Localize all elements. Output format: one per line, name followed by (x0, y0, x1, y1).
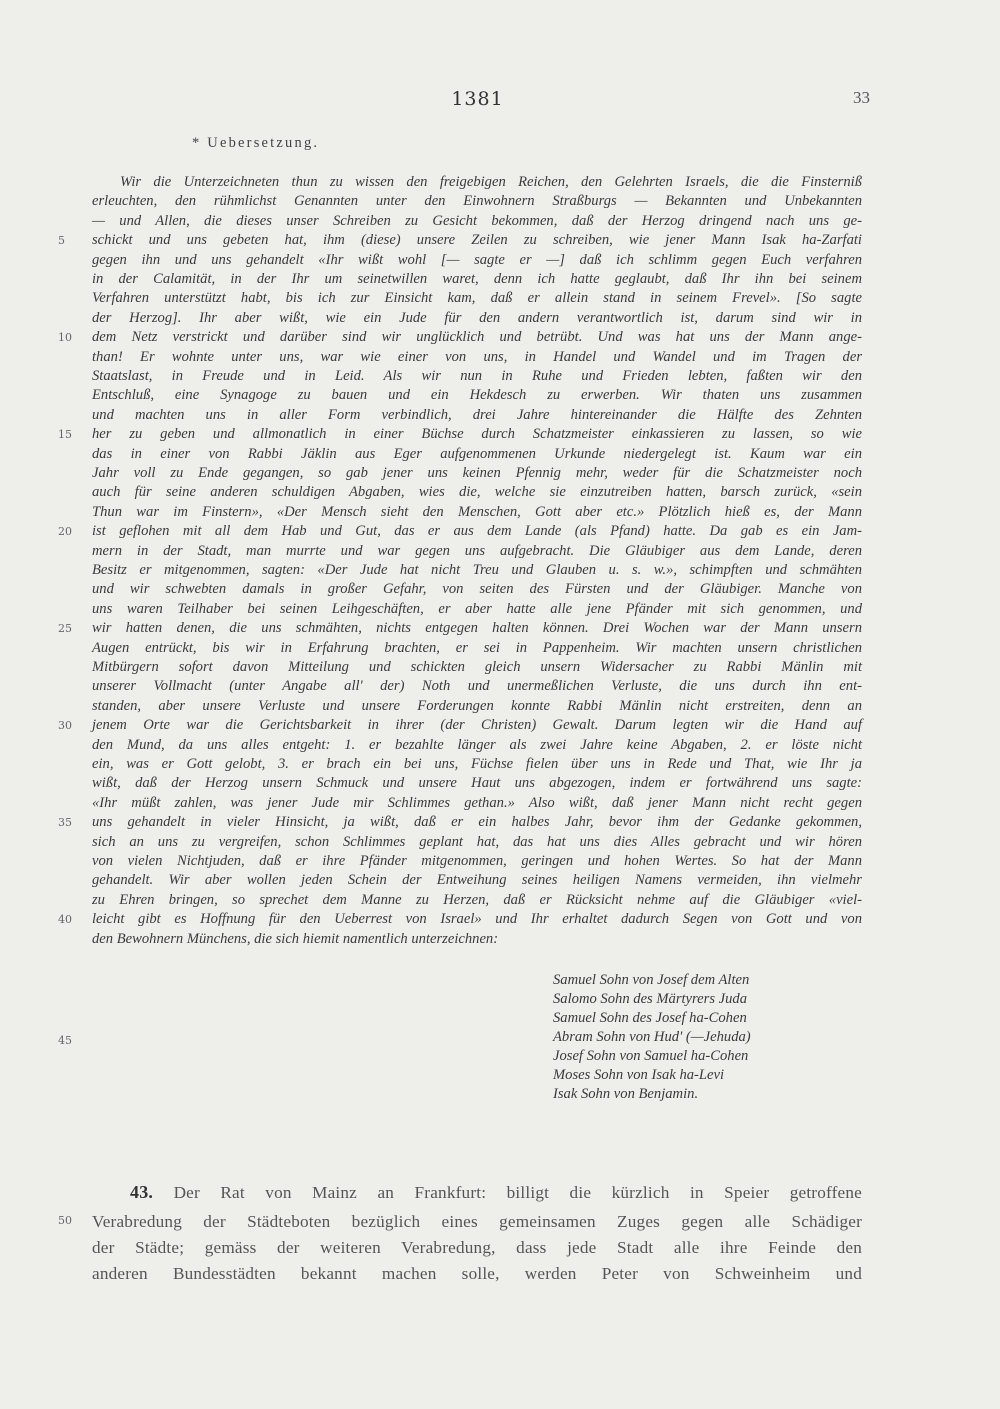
line-number: 40 (58, 913, 72, 927)
translation-line: zu Ehren bringen, so sprechet dem Manne zu Herzen, daß er Rücksicht nehme auf die Gläubiger «viel- (92, 891, 862, 908)
regest-number: 43. (130, 1182, 154, 1202)
regest-first-line (130, 1180, 862, 1205)
translation-line: Thun war im Finstern», «Der Mensch sieht den Menschen, Gott aber etc.» Plötzlich hieß es, der Mann (92, 503, 862, 520)
translation-line: jenem Orte war die Gerichtsbarkeit in ihrer (der Christen) Gewalt. Darum legten wir die Hand auf (92, 717, 862, 734)
header-year: 1381 (451, 88, 504, 110)
translation-line: wir hatten denen, die uns schmähten, nichts entgegen halten können. Drei Wochen war der Mann unsern (92, 620, 862, 637)
translation-line: «Ihr müßt zahlen, was jener Jude mir Schlimmes gethan.» Also wißt, daß jener Mann nicht recht gegen (92, 794, 862, 811)
regest-line: anderen Bundesstädten bekannt machen solle, werden Peter von Schweinheim und (92, 1264, 862, 1283)
section-heading: * Uebersetzung. (192, 135, 320, 151)
translation-line: ist geflohen mit all dem Hab und Gut, das er aus dem Lande (als Pfand) hatte. Da gab es ein Jam- (92, 523, 862, 540)
regest-line: Verabredung der Städteboten bezüglich eines gemeinsamen Zuges gegen alle Schädiger (92, 1212, 862, 1231)
translation-line: den Mund, da uns alles entgeht: 1. er bezahlte länger als zwei Jahre keine Abgaben, 2. er löste nicht (92, 736, 862, 753)
translation-line: Augen entrückt, bis wir in Erfahrung brachten, er sei in Pappenheim. Wir machten unsern christlichen (92, 639, 862, 656)
translation-line: wißt, daß der Herzog unsern Schmuck und unsere Haut uns abgezogen, indem er fortwährend uns sagte: (92, 775, 862, 792)
translation-line: Entschluß, eine Synagoge zu bauen und ein Hekdesch zu erwerben. Wir thaten uns zusammen (92, 387, 862, 404)
translation-line: than! Er wohnte unter uns, war wie einer von uns, in Handel und Wandel und im Tragen der (92, 348, 862, 365)
translation-line: schickt und uns gebeten hat, ihm (diese) unsere Zeilen zu schreiben, wie jener Mann Isak ha-Zarfati (92, 232, 862, 249)
translation-line: uns gehandelt in vieler Hinsicht, ja wißt, daß er ein halbes Jahr, bevor ihm der Gedanke gekommen, (92, 814, 862, 831)
signature-line: Salomo Sohn des Märtyrers Juda (553, 991, 748, 1007)
translation-line: uns waren Teilhaber bei seinen Leihgeschäften, er aber hatte alle jene Pfänder mit sich genommen, und (92, 600, 862, 617)
translation-line: den Bewohnern Münchens, die sich hiemit namentlich unterzeichnen: (92, 930, 499, 947)
signature-line: Abram Sohn von Hud' (—Jehuda) (553, 1029, 751, 1045)
signature-line: Josef Sohn von Samuel ha-Cohen (553, 1048, 749, 1064)
translation-line: ein, was er Gott gelobt, 3. er brach ein bei uns, Füchse fielen über uns in Rede und That, wie Ihr ja (92, 756, 862, 772)
translation-line: mern in der Stadt, man murrte und war gegen uns aufgebracht. Die Gläubiger aus dem Lande, deren (92, 542, 862, 559)
translation-line: Jahr voll zu Ende gegangen, so gab jener uns keinen Pfennig mehr, weder für die Schatzmeister noch (92, 465, 862, 481)
line-number: 25 (58, 622, 72, 636)
page-number: 33 (853, 88, 870, 107)
signature-line: Samuel Sohn des Josef ha-Cohen (553, 1010, 747, 1026)
translation-line: unserer Vollmacht (unter Angabe all' der) Noth und unermeßlichen Verluste, die uns durch ihn ent- (92, 678, 862, 695)
signature-line: Moses Sohn von Isak ha-Levi (553, 1067, 725, 1083)
translation-line: und machten uns in aller Form verbindlich, drei Jahre hintereinander die Hälfte des Zehnten (92, 406, 862, 423)
translation-line: Mitbürgern sofort davon Mitteilung und schickten gleich unsern Widersacher zu Rabbi Mänlin mit (92, 659, 862, 675)
line-number: 15 (58, 428, 72, 442)
translation-line: her zu geben und allmonatlich in einer Büchse durch Schatzmeister einkassieren zu lassen, so wie (92, 426, 862, 443)
translation-line: Wir die Unterzeichneten thun zu wissen den freigebigen Reichen, den Gelehrten Israels, die die Finsterniß (120, 174, 862, 190)
translation-line: erleuchten, den rühmlichst Genannten unter den Einwohnern Straßburgs — Bekannten und Unbekannten (92, 193, 862, 210)
translation-line: gegen ihn und uns gehandelt «Ihr wißt wohl [— sagte er —] daß ich schlimm gegen Euch verfahren (92, 251, 862, 268)
translation-line: das in einer von Rabbi Jäklin aus Eger aufgenommenen Urkunde niedergelegt ist. Kaum war ein (92, 445, 862, 462)
line-number: 45 (58, 1034, 72, 1047)
translation-line: der Herzog]. Ihr aber wißt, wie ein Jude für den andern verantwortlich ist, darum sind wir in (92, 309, 862, 326)
translation-line: sich an uns zu vergreifen, schon Schlimmes geplant hat, das hat uns dies Alles gebracht und wir hören (92, 833, 862, 850)
line-number: 35 (58, 816, 72, 830)
translation-line: Staatslast, in Freude und in Leid. Als wir nun in Ruhe und Frieden lebten, faßten wir den (92, 368, 862, 384)
line-number: 10 (58, 331, 72, 345)
translation-line: leicht gibt es Hoffnung für den Ueberrest von Israel» und Ihr erhaltet dadurch Segen von Gott und von (92, 911, 862, 928)
translation-line: — und Allen, die dieses unser Schreiben zu Gesicht bekommen, daß der Herzog dringend nach uns ge- (92, 212, 862, 229)
translation-line: von vielen Nichtjuden, daß er ihre Pfänder mitgenommen, geringen und hohen Wertes. So hat der Mann (92, 853, 862, 869)
translation-line: gehandelt. Wir aber wollen jeden Schein der Entweihung seines heiligen Namens vermeiden, ihn vielmehr (92, 872, 862, 889)
regest-line: der Städte; gemäss der weiteren Verabredung, dass jede Stadt alle ihre Feinde den (92, 1238, 862, 1257)
translation-line: Verfahren unterstützt habt, bis ich zur Einsicht kam, daß er allein stand in seinem Frevel». [So sagte (92, 290, 862, 307)
translation-line: und wir schwebten damals in großer Gefahr, von seiten des Fürsten und der Gläubiger. Manche von (92, 581, 862, 598)
signature-line: Samuel Sohn von Josef dem Alten (553, 972, 750, 988)
translation-line: dem Netz verstrickt und darüber sind wir unglücklich und betrübt. Und was hat uns der Mann ange- (92, 329, 862, 346)
translation-line: Besitz er mitgenommen, sagten: «Der Jude hat nicht Treu und Glauben u. s. w.», schimpften und schmähten (92, 562, 862, 578)
translation-line: in der Calamität, in der Ihr um seinetwillen waret, denn ich hatte geglaubt, daß Ihr ihn bei seinem (92, 271, 862, 287)
translation-line: auch für seine anderen schuldigen Abgaben, wies die, welche sie einzutreiben hatten, barsch zurück, «sein (92, 484, 862, 501)
line-number: 30 (58, 719, 72, 733)
signature-line: Isak Sohn von Benjamin. (553, 1086, 699, 1102)
line-number: 20 (58, 525, 72, 539)
line-number: 50 (58, 1214, 72, 1227)
translation-line: standen, aber unsere Verluste und unsere Forderungen konnte Rabbi Mänlin nicht erstreiten, denn an (92, 697, 862, 714)
regest-first-line-text: Der Rat von Mainz an Frankfurt: billigt die kürzlich in Speier getroffene (173, 1183, 863, 1202)
line-number: 5 (58, 234, 65, 248)
